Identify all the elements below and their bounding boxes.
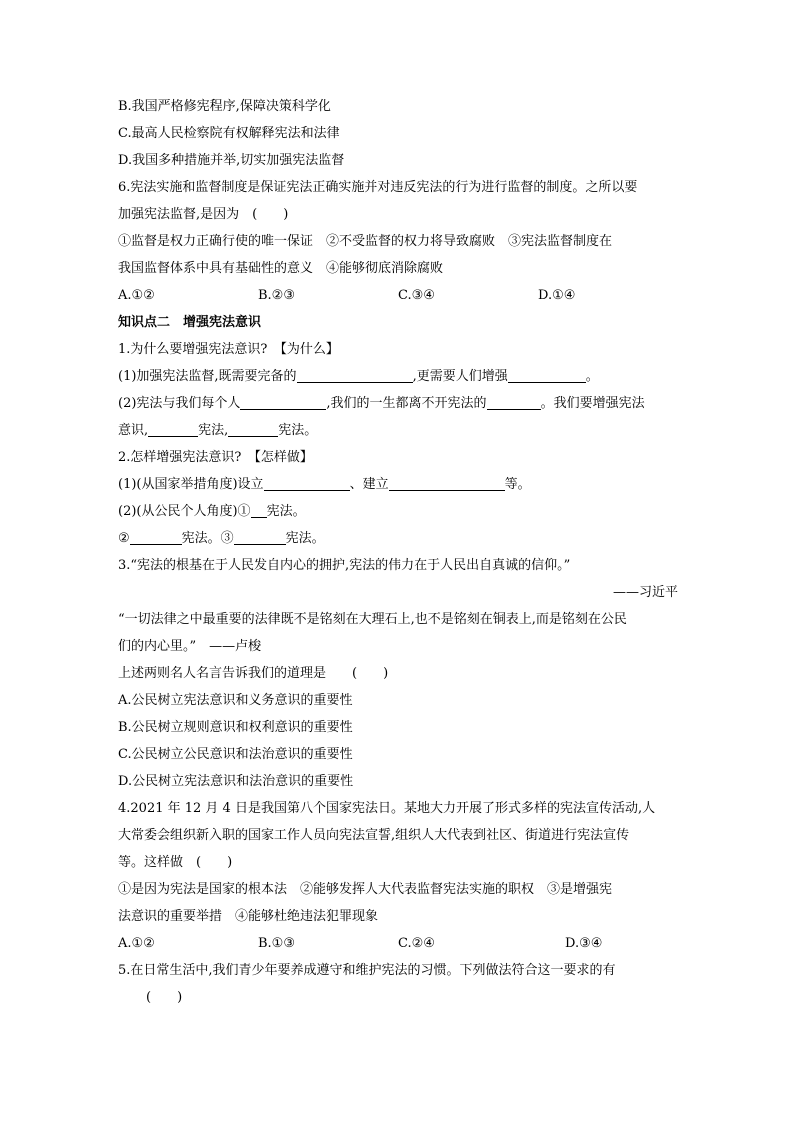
q4-statements-cont: 法意识的重要举措 ④能够杜绝违法犯罪现象 (118, 909, 379, 924)
q4-option-a: A.①② (118, 936, 155, 951)
k2-item2-cont-c: 宪法。 (285, 531, 325, 546)
q4-option-d: D.③④ (565, 936, 603, 951)
k2-item2-text-b: 宪法。 (266, 504, 306, 519)
k2-title: 2.怎样增强宪法意识? 【怎样做】 (118, 450, 313, 465)
q6-options (118, 282, 678, 309)
q3-quote2-cont: 们的内心里。” ——卢梭 (118, 639, 262, 654)
q3-option-d: D.公民树立宪法意识和法治意识的重要性 (118, 774, 354, 789)
q4-options (118, 930, 678, 957)
k1-item2-text-c: 。我们要增强宪法 (540, 396, 645, 411)
k1-item2 (118, 390, 678, 417)
q6-option-b: B.②③ (258, 288, 295, 303)
k1-item2-text-b: ,我们的一生都离不开宪法的 (326, 396, 487, 411)
fill-blank[interactable] (297, 367, 413, 383)
fill-blank[interactable] (234, 529, 286, 545)
q3-option-a: A.公民树立宪法意识和义务意识的重要性 (118, 693, 353, 708)
fill-blank[interactable] (251, 502, 267, 518)
q3-option-b: B.公民树立规则意识和权利意识的重要性 (118, 720, 353, 735)
k1-item1-text-b: ,更需要人们增强 (412, 369, 508, 384)
q6-stem: 6.宪法实施和监督制度是保证宪法正确实施并对违反宪法的行为进行监督的制度。之所以要 (118, 180, 638, 195)
q6-option-c: C.③④ (398, 288, 435, 303)
q5-option-b: B.我国严格修宪程序,保障决策科学化 (118, 99, 331, 114)
document-body (118, 93, 678, 1011)
q3-option-c: C.公民树立公民意识和法治意识的重要性 (118, 747, 353, 762)
q4-stem-cont2: 等。这样做 ( ) (118, 855, 233, 870)
k1-title: 1.为什么要增强宪法意识? 【为什么】 (118, 342, 339, 357)
q3-quote1: 3.“宪法的根基在于人民发自内心的拥护,宪法的伟力在于人民出自真诚的信仰。” (118, 558, 571, 573)
k2-item2-text-a: (2)(从公民个人角度)① (118, 504, 251, 519)
k2-item1 (118, 471, 678, 498)
k1-item2-cont-c: 宪法。 (278, 423, 318, 438)
q4-stem: 4.2021 年 12 月 4 日是我国第八个国家宪法日。某地大力开展了形式多样的宪法宣传活动,人 (118, 801, 656, 816)
q6-statements-cont: 我国监督体系中具有基础性的意义 ④能够彻底消除腐败 (118, 261, 444, 276)
q3-quote2: “一切法律之中最重要的法律既不是铭刻在大理石上,也不是铭刻在铜表上,而是铭刻在公民 (118, 612, 627, 627)
fill-blank[interactable] (508, 367, 586, 383)
fill-blank[interactable] (264, 475, 350, 491)
section-heading: 知识点二 增强宪法意识 (118, 315, 262, 330)
q4-stem-cont1: 大常委会组织新入职的国家工作人员向宪法宣誓,组织人大代表到社区、街道进行宪法宣传 (118, 828, 630, 843)
q4-statements: ①是因为宪法是国家的根本法 ②能够发挥人大代表监督宪法实施的职权 ③是增强宪 (118, 882, 613, 897)
q6-stem-cont: 加强宪法监督,是因为 ( ) (118, 207, 289, 222)
fill-blank[interactable] (240, 394, 326, 410)
q4-option-c: C.②④ (398, 936, 435, 951)
q5-answer-bracket: ( ) (146, 990, 183, 1005)
k2-item1-text-b: 、建立 (349, 477, 389, 492)
k2-item1-text-c: 等。 (504, 477, 531, 492)
k1-item1-text-c: 。 (585, 369, 599, 384)
q5-option-c: C.最高人民检察院有权解释宪法和法律 (118, 126, 340, 141)
fill-blank[interactable] (148, 421, 198, 437)
fill-blank[interactable] (130, 529, 182, 545)
k2-item2-cont (118, 525, 678, 552)
q6-option-d: D.①④ (538, 288, 576, 303)
fill-blank[interactable] (389, 475, 505, 491)
q3-quote1-author: ——习近平 (612, 585, 678, 600)
k2-item2 (118, 498, 678, 525)
q5-stem: 5.在日常生活中,我们青少年要养成遵守和维护宪法的习惯。下列做法符合这一要求的有 (118, 963, 616, 978)
q5-option-d: D.我国多种措施并举,切实加强宪法监督 (118, 153, 345, 168)
fill-blank[interactable] (487, 394, 541, 410)
q6-statements: ①监督是权力正确行使的唯一保证 ②不受监督的权力将导致腐败 ③宪法监督制度在 (118, 234, 613, 249)
k1-item1 (118, 363, 678, 390)
q6-option-a: A.①② (118, 288, 155, 303)
k1-item2-cont-b: 宪法, (198, 423, 229, 438)
fill-blank[interactable] (228, 421, 278, 437)
k1-item1-text-a: (1)加强宪法监督,既需要完备的 (118, 369, 297, 384)
q3-stem: 上述两则名人名言告诉我们的道理是 ( ) (118, 666, 389, 681)
k2-item1-text-a: (1)(从国家举措角度)设立 (118, 477, 264, 492)
q4-option-b: B.①③ (258, 936, 295, 951)
k1-item2-cont (118, 417, 678, 444)
k1-item2-text-a: (2)宪法与我们每个人 (118, 396, 241, 411)
k2-item2-cont-b: 宪法。③ (181, 531, 234, 546)
k2-item2-cont-a: ② (118, 531, 130, 546)
k1-item2-cont-a: 意识, (118, 423, 149, 438)
